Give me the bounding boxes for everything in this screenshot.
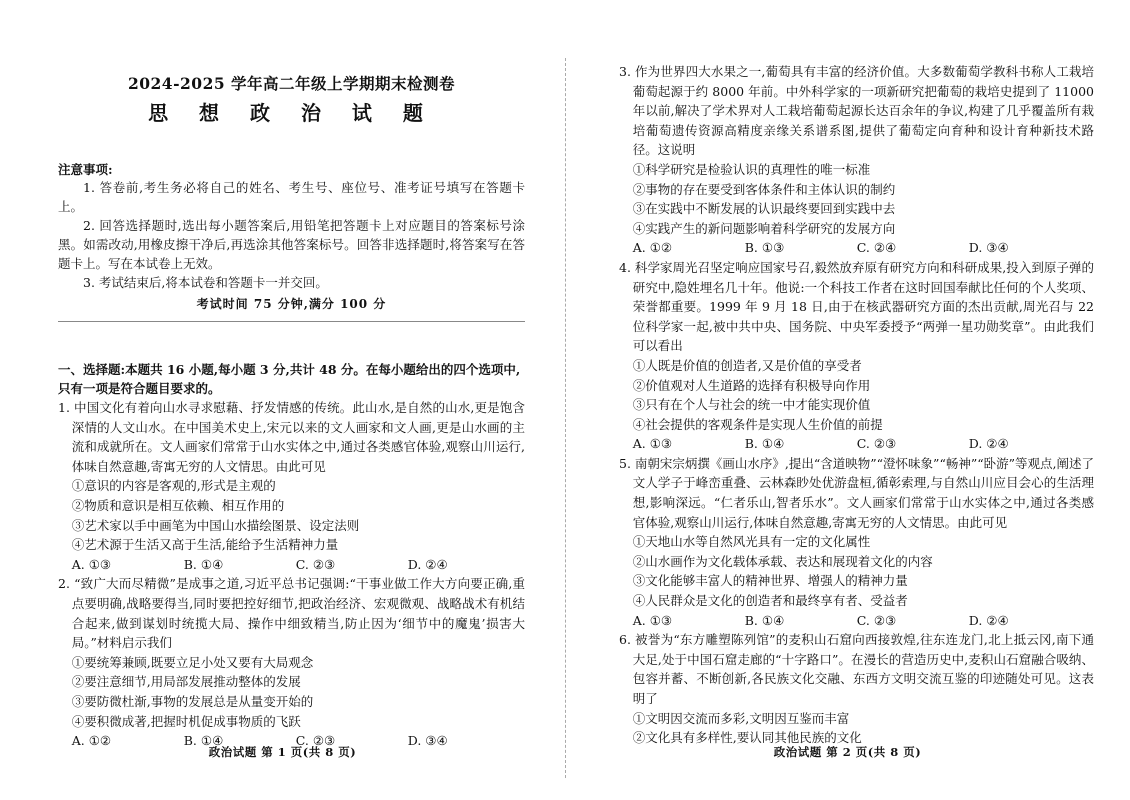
choice-d: D. ③④ bbox=[968, 240, 1009, 256]
question-option: ①天地山水等自然风光具有一定的文化属性 bbox=[632, 534, 871, 550]
question-4 bbox=[619, 258, 1094, 454]
page-footer: 政治试题 第 1 页(共 8 页) bbox=[208, 745, 357, 759]
question-1 bbox=[58, 398, 525, 574]
choice-b: B. ①④ bbox=[744, 612, 785, 628]
question-stem: 4. 科学家周光召坚定响应国家号召,毅然放弃原有研究方向和科研成果,投入到原子弹的研究中,隐姓埋名几十年。他说:一个科技工作者在这时回国奉献比任何的个人奖项、荣誉都重要。1999 年 9 月 18 日,由于在核武器研究方面的杰出贡献,周光召与 22 位科学家一起,被中共中央、国务院、中央军委授予“两弹一星功勋奖章”。由此我们可以看出 bbox=[619, 259, 1094, 354]
question-option: ④社会提供的客观条件是实现人生价值的前提 bbox=[632, 416, 883, 432]
question-option: ③文化能够丰富人的精神世界、增强人的精神力量 bbox=[632, 573, 908, 589]
choice-a: A. ①③ bbox=[632, 436, 673, 452]
question-option: ①要统筹兼顾,既要立足小处又要有大局观念 bbox=[71, 654, 314, 670]
question-stem: 1. 中国文化有着向山水寻求慰藉、抒发情感的传统。此山水,是自然的山水,更是饱含深情的人文山水。在中国美术史上,宋元以来的文人画家和文人画,更是山水画的主流和成就所在。文人画家们常常于山水实体之中,通过各类感官体验,观察山川运行,体味自然意趣,寄寓无穷的人文情思。由此可见 bbox=[58, 400, 525, 474]
question-option: ②文化具有多样性,要认同其他民族的文化 bbox=[632, 730, 862, 746]
choice-c: C. ②③ bbox=[295, 556, 336, 572]
choice-b: B. ①④ bbox=[744, 436, 785, 452]
question-stem: 5. 南朝宋宗炳撰《画山水序》,提出“含道映物”“澄怀味象”“畅神”“卧游”等观点,阐述了文人学子于峰峦重叠、云林森眇处优游盘桓,循彰索理,与自然山川应目会心的生活理想,影响深远。“仁者乐山,智者乐水”。文人画家们常常于山水实体之中,通过各类感官体验,观察山川运行,体味自然意趣,寄寓无穷的人文情思。由此可见 bbox=[619, 455, 1094, 530]
question-stem: 2. “致广大而尽精微”是成事之道,习近平总书记强调:“干事业做工作大方向要正确,重点要明确,战略要得当,同时要把控好细节,把政治经济、宏观微观、战略战术有机结合起来,做到谋划时统揽大局、操作中细致精当,防止因为‘细节中的魔鬼’损害大局。”材料启示我们 bbox=[58, 576, 525, 651]
note-item: 2. 回答选择题时,选出每小题答案后,用铅笔把答题卡上对应题目的答案标号涂黑。如需改动,用橡皮擦干净后,再选涂其他答案标号。回答非选择题时,将答案写在答题卡上。写在本试卷上无效。 bbox=[58, 218, 525, 271]
choice-d: D. ②④ bbox=[968, 436, 1009, 452]
question-stem: 3. 作为世界四大水果之一,葡萄具有丰富的经济价值。大多数葡萄学教科书称人工栽培葡萄起源于约 8000 年前。中外科学家的一项新研究把葡萄的栽培史提到了 11000 年以前,解决了学术界对人工栽培葡萄起源长达百余年的争议,构建了几乎覆盖所有栽培葡萄遗传资源高精度亲缘关系谱系图,提供了葡萄定向育种和设计育种新技术路径。这说明 bbox=[619, 64, 1094, 158]
choice-a: A. ①③ bbox=[71, 556, 112, 572]
question-option: ③要防微杜渐,事物的发展总是从量变开始的 bbox=[71, 693, 314, 709]
question-option: ④人民群众是文化的创造者和最终享有者、受益者 bbox=[632, 593, 908, 609]
choice-d: D. ②④ bbox=[968, 612, 1009, 628]
horizontal-rule bbox=[58, 321, 525, 322]
choice-c: C. ②③ bbox=[295, 733, 336, 749]
choice-b: B. ①③ bbox=[744, 240, 785, 256]
choice-c: C. ②④ bbox=[856, 240, 897, 256]
question-stem: 6. 被誉为“东方雕塑陈列馆”的麦积山石窟向西接敦煌,往东连龙门,北上抵云冈,南下通大足,处于中国石窟走廊的“十字路口”。在漫长的营造历史中,麦积山石窟融合吸纳、包容并蓄、不断创新,各民族文化交融、东西方文明交流互鉴的印迹随处可见。这表明了 bbox=[619, 632, 1094, 706]
notes-heading: 注意事项: bbox=[58, 162, 113, 177]
section-heading: 一、选择题:本题共 16 小题,每小题 3 分,共计 48 分。在每小题给出的四个选项中,只有一项是符合题目要求的。 bbox=[58, 362, 521, 396]
question-2 bbox=[58, 574, 525, 750]
answer-choices bbox=[58, 555, 525, 575]
question-option: ③只有在个人与社会的统一中才能实现价值 bbox=[632, 397, 871, 413]
question-3 bbox=[619, 62, 1094, 258]
choice-c: C. ②③ bbox=[856, 612, 897, 628]
question-option: ①文明因交流而多彩,文明因互鉴而丰富 bbox=[632, 710, 850, 726]
question-option: ①意识的内容是客观的,形式是主观的 bbox=[71, 478, 276, 494]
note-item: 1. 答卷前,考生务必将自己的姓名、考生号、座位号、准考证号填写在答题卡上。 bbox=[58, 180, 525, 214]
choice-b: B. ①④ bbox=[183, 733, 224, 749]
question-6 bbox=[619, 630, 1094, 748]
question-option: ④艺术源于生活又高于生活,能给予生活精神力量 bbox=[71, 537, 339, 553]
choice-c: C. ②③ bbox=[856, 436, 897, 452]
answer-choices bbox=[619, 238, 1094, 258]
choice-a: A. ①② bbox=[632, 240, 673, 256]
question-option: ④实践产生的新问题影响着科学研究的发展方向 bbox=[632, 220, 896, 236]
subject-title: 思 想 政 治 试 题 bbox=[148, 101, 435, 125]
page-footer: 政治试题 第 2 页(共 8 页) bbox=[773, 745, 922, 759]
question-option: ②价值观对人生道路的选择有积极导向作用 bbox=[632, 377, 871, 393]
choice-a: A. ①③ bbox=[632, 612, 673, 628]
exam-title: 2024-2025 学年高二年级上学期期末检测卷 bbox=[127, 74, 456, 93]
choice-a: A. ①② bbox=[71, 733, 112, 749]
question-option: ②要注意细节,用局部发展推动整体的发展 bbox=[71, 674, 301, 690]
answer-choices bbox=[619, 434, 1094, 454]
question-option: ①科学研究是检验认识的真理性的唯一标准 bbox=[632, 161, 871, 177]
question-option: ②事物的存在要受到客体条件和主体认识的制约 bbox=[632, 181, 896, 197]
question-option: ③在实践中不断发展的认识最终要回到实践中去 bbox=[632, 201, 896, 217]
question-option: ②物质和意识是相互依赖、相互作用的 bbox=[71, 497, 285, 513]
question-option: ④要积微成著,把握时机促成事物质的飞跃 bbox=[71, 713, 301, 729]
question-option: ③艺术家以手中画笔为中国山水描绘图景、设定法则 bbox=[71, 517, 360, 533]
choice-d: D. ②④ bbox=[407, 556, 448, 572]
note-item: 3. 考试结束后,将本试卷和答题卡一并交回。 bbox=[83, 275, 328, 290]
exam-time: 考试时间 75 分钟,满分 100 分 bbox=[196, 297, 387, 311]
page-right bbox=[565, 0, 1130, 800]
question-option: ②山水画作为文化载体承载、表达和展现着文化的内容 bbox=[632, 553, 933, 569]
question-option: ①人既是价值的创造者,又是价值的享受者 bbox=[632, 357, 862, 373]
question-5 bbox=[619, 454, 1094, 630]
choice-d: D. ③④ bbox=[407, 733, 448, 749]
answer-choices bbox=[619, 611, 1094, 631]
choice-b: B. ①④ bbox=[183, 556, 224, 572]
